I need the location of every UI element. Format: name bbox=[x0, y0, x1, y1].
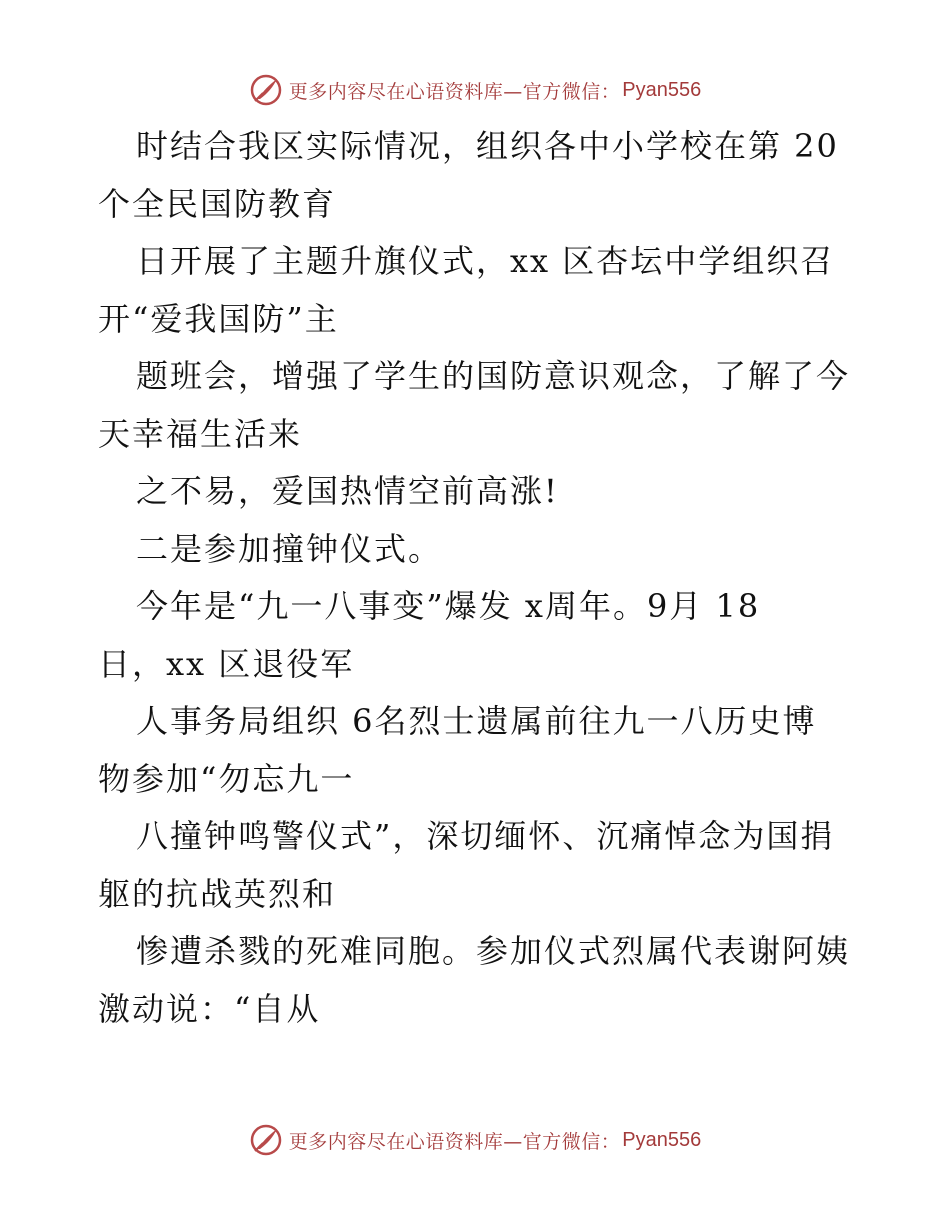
text-line-8: 二是参加撞钟仪式。 bbox=[136, 529, 443, 568]
text-line-12: 物参加“勿忘九一 bbox=[98, 759, 355, 798]
document-body bbox=[98, 118, 858, 1038]
feather-pen-logo-icon bbox=[249, 73, 283, 107]
page-footer-banner bbox=[0, 1120, 950, 1160]
text-line-9: 今年是“九一八事变”爆发 x周年。9月 18 bbox=[136, 587, 761, 625]
text-line-5: 题班会，增强了学生的国防意识观念，了解了今 bbox=[136, 357, 851, 395]
footer-wechat-id: Pyan556 bbox=[622, 1128, 702, 1151]
header-wechat-id: Pyan556 bbox=[622, 78, 702, 101]
footer-banner-text: 更多内容尽在心语资料库—官方微信： bbox=[288, 1130, 621, 1153]
text-line-3: 日开展了主题升旗仪式，xx 区杏坛中学组织召 bbox=[136, 242, 835, 280]
text-line-6: 天幸福生活来 bbox=[98, 414, 303, 453]
text-line-2: 个全民国防教育 bbox=[98, 184, 337, 223]
text-line-11: 人事务局组织 6名烈士遗属前往九一八历史博 bbox=[136, 702, 817, 740]
header-banner-text: 更多内容尽在心语资料库—官方微信： bbox=[288, 80, 621, 103]
text-line-1: 时结合我区实际情况，组织各中小学校在第 20 bbox=[136, 127, 839, 165]
page-header-banner bbox=[0, 70, 950, 110]
text-line-15: 惨遭杀戮的死难同胞。参加仪式烈属代表谢阿姨 bbox=[136, 932, 851, 970]
text-line-14: 躯的抗战英烈和 bbox=[98, 874, 337, 913]
text-line-4: 开“爱我国防”主 bbox=[98, 299, 339, 338]
text-line-13: 八撞钟鸣警仪式”，深切缅怀、沉痛悼念为国捐 bbox=[136, 817, 835, 855]
text-line-16: 激动说：“自从 bbox=[98, 989, 321, 1028]
text-line-10: 日，xx 区退役军 bbox=[98, 644, 355, 683]
feather-pen-logo-icon bbox=[249, 1123, 283, 1157]
text-line-7: 之不易，爱国热情空前高涨! bbox=[136, 472, 559, 510]
